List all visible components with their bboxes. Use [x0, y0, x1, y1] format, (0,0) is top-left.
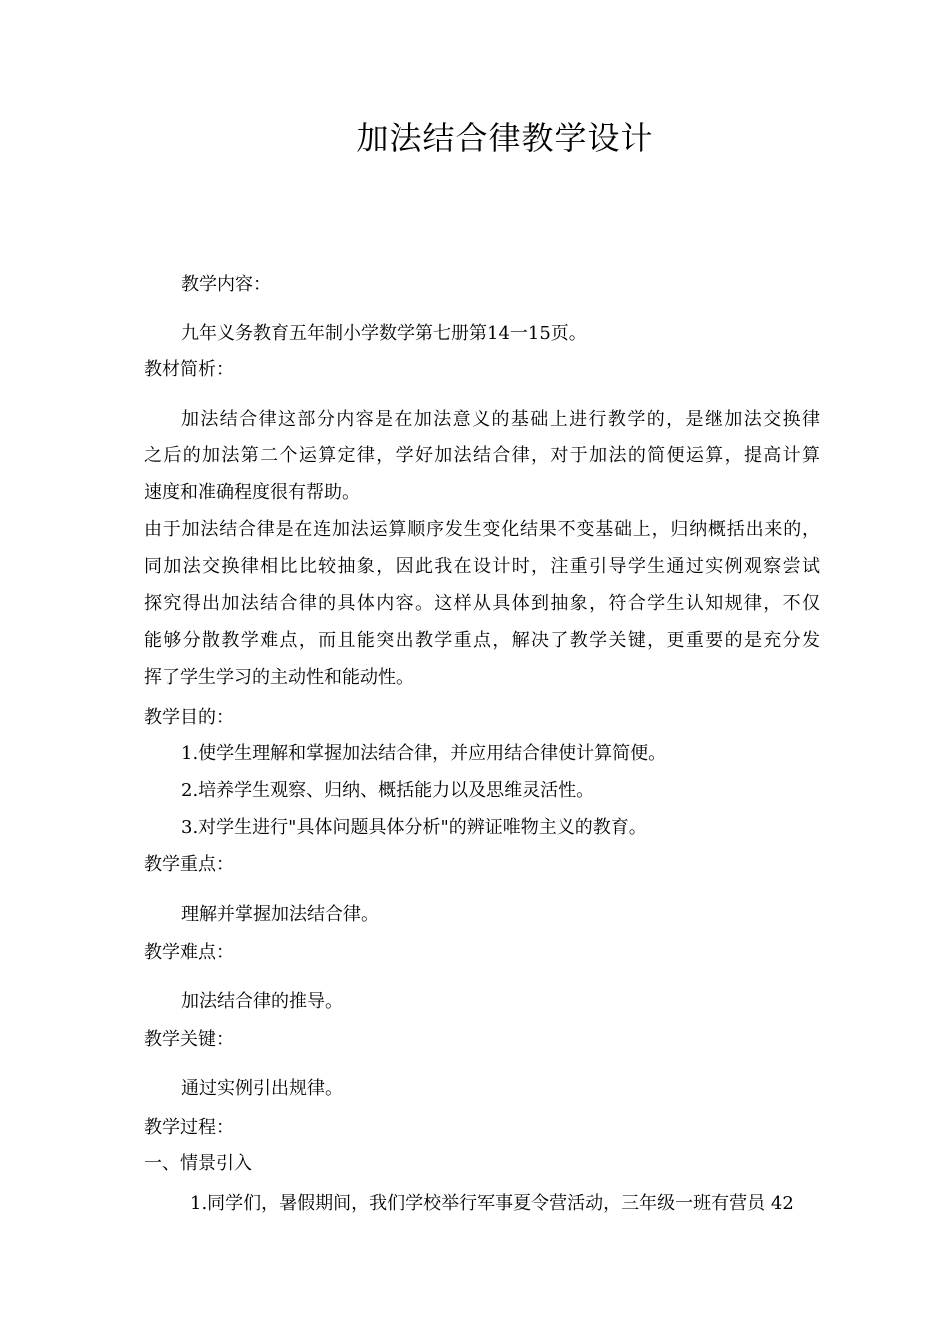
heading-analysis: 教材简析： — [144, 359, 234, 380]
paragraph-difficulty: 加法结合律的推导。 — [181, 991, 343, 1012]
heading-objectives: 教学目的： — [144, 707, 234, 728]
section-heading: 一、情景引入 — [144, 1153, 252, 1174]
paragraph-key-point: 理解并掌握加法结合律。 — [181, 904, 379, 925]
paragraph-content: 九年义务教育五年制小学数学第七册第14一15页。 — [181, 323, 587, 344]
heading-difficulty: 教学难点： — [144, 942, 234, 963]
paragraph-line: 由于加法结合律是在连加法运算顺序发生变化结果不变基础上，归纳概括出来的， — [144, 519, 820, 540]
list-item: 1.同学们，暑假期间，我们学校举行军事夏令营活动，三年级一班有营员 42 — [190, 1193, 794, 1214]
heading-content: 教学内容： — [181, 274, 271, 295]
page-title: 加法结合律教学设计 — [356, 119, 654, 157]
list-item: 2.培养学生观察、归纳、概括能力以及思维灵活性。 — [181, 780, 595, 801]
heading-key: 教学关键： — [144, 1029, 234, 1050]
list-item: 3.对学生进行"具体问题具体分析"的辨证唯物主义的教育。 — [181, 817, 647, 838]
heading-key-point: 教学重点： — [144, 854, 234, 875]
list-item: 1.使学生理解和掌握加法结合律，并应用结合律使计算简便。 — [181, 743, 667, 764]
paragraph-key: 通过实例引出规律。 — [181, 1078, 343, 1099]
paragraph-line: 挥了学生学习的主动性和能动性。 — [144, 667, 414, 688]
heading-process: 教学过程： — [144, 1117, 234, 1138]
paragraph-line: 之后的加法第二个运算定律，学好加法结合律，对于加法的简便运算，提高计算 — [144, 445, 820, 466]
paragraph-line: 速度和准确程度很有帮助。 — [144, 482, 360, 503]
paragraph-line: 能够分散教学难点，而且能突出教学重点，解决了教学关键，更重要的是充分发 — [144, 630, 820, 651]
paragraph-line: 同加法交换律相比比较抽象，因此我在设计时，注重引导学生通过实例观察尝试 — [144, 556, 820, 577]
paragraph-line: 探究得出加法结合律的具体内容。这样从具体到抽象，符合学生认知规律，不仅 — [144, 593, 820, 614]
paragraph-line: 加法结合律这部分内容是在加法意义的基础上进行教学的，是继加法交换律 — [181, 409, 820, 430]
